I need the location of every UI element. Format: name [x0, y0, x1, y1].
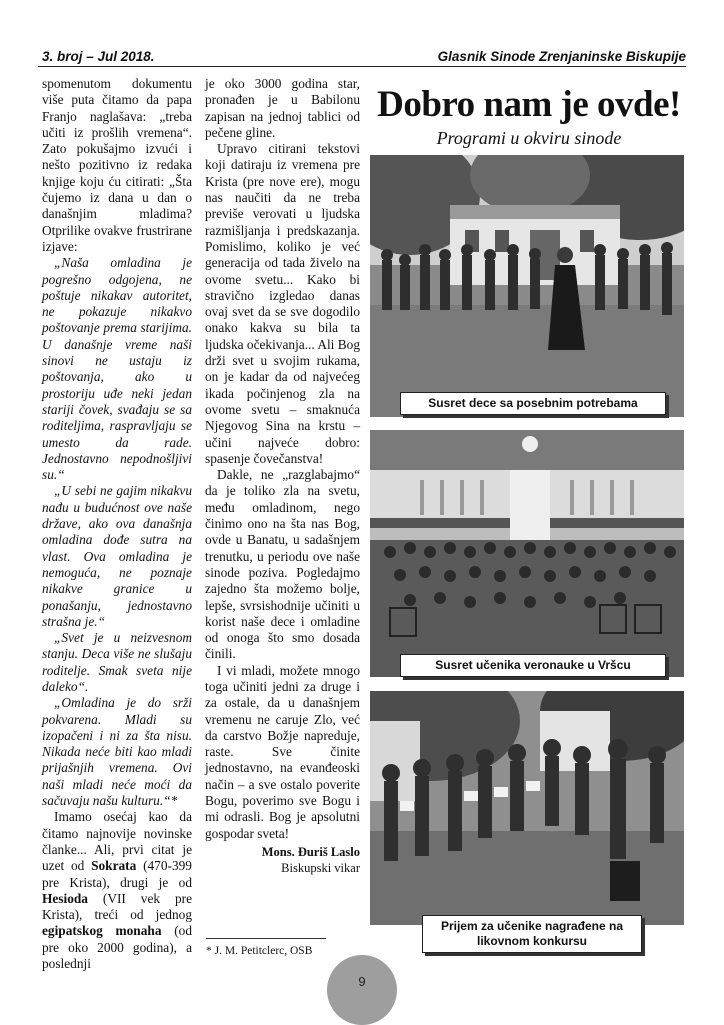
header-rule — [38, 66, 686, 67]
article-title: Dobro nam je ovde! — [377, 84, 681, 125]
page-header — [38, 43, 686, 65]
publication-title: Glasnik Sinode Zrenjaninske Biskupije — [437, 49, 686, 64]
paragraph: spomenutom dokumentu više puta čitamo da papa Franjo naglašava: „treba učiti iz prošlih vremena“. Zato pokušajmo izvući i nešto pozitivno iz redaka knjige koju ću citirati: „Šta čujemo iz dana u dan o današnjim mladima? Otprilike ovakve frustrirane izjave: — [42, 76, 192, 254]
page-number: 9 — [358, 974, 366, 989]
paragraph: Imamo osećaj kao da čitamo najnovije novinske članke... Ali, prvi citat je uzet od Sokrata (470-399 pre Krista), drugi je od Hesioda (VII vek pre Krista), treći od jednog egipatskog monaha (od pre oko 2000 godina), a poslednji — [42, 809, 193, 972]
article-subtitle: Programi u okviru sinode — [436, 128, 622, 148]
author-title: Biskupski vikar — [281, 860, 360, 875]
quote-3: „Svet je u neizvesnom stanju. Deca više ne slušaju roditelje. Smak sveta nije daleko“. — [42, 630, 192, 694]
quote-2: „U sebi ne gajim nikakvu nađu u budućnost ove naše države, ako ova današnja omladina dođe sutra na vlast. Ova omladina je nemoguća, ne poznaje nikakve granice u ponašanju, jednostavno strašna je.“ — [42, 483, 192, 629]
issue-label: 3. broj – Jul 2018. — [42, 49, 155, 64]
photo-outdoor-group — [370, 155, 684, 417]
photo-church-group — [370, 430, 684, 677]
bold-sokrat: Sokrata — [91, 858, 137, 874]
footnote-rule — [206, 938, 326, 939]
photo-caption-3: Prijem za učenike nagrađene na likovnom konkursu — [422, 915, 642, 953]
text-column-1 — [42, 76, 192, 972]
page-number-circle — [327, 955, 397, 1025]
quote-4: „Omladina je do srži pokvarena. Mladi su izopačeni i ni za šta nisu. Nikada neće biti kao mladi prijašnjih vremena. Ovi naši mladi neće moći da sačuvaju našu kulturu.“* — [42, 695, 192, 809]
photo-caption-2: Susret učenika veronauke u Vršcu — [400, 654, 666, 677]
signature — [205, 844, 360, 876]
paragraph: Upravo citirani tekstovi koji datiraju iz vremena pre Krista (pre nove ere), mogu nas naučiti da ne treba previše verovati u ljudska razmišljanja i predskazanja. Pomislimo, koliko je već generacija od tada živelo na ovome svetu... Kako bi stravično izgledao danas ovaj svet da se sve dogodilo onako kakva su bila ta ljudska očekivanja... Ali Bog drži svet u svojim rukama, on je kadar da od najvećeg ikada počinjenog zla na ovome svetu – smaknuća Njegovog Sina na krstu – učini najveće dobro: spasenje čovečanstva! — [205, 141, 360, 466]
paragraph: I vi mladi, možete mnogo toga učiniti jedni za druge i za ostale, da u današnjem vremenu ne caruje Zlo, već da carstvo Božje napreduje, raste. Sve činite jednostavno, na evanđeoski način – a sve ostalo poverite Bogu, poverimo sve Bogu i mi odrasli. Bog je apsolutni gospodar sveta! — [205, 662, 360, 841]
text-column-2 — [205, 76, 360, 876]
photo-award-reception — [370, 691, 684, 925]
photo-caption-1: Susret dece sa posebnim potrebama — [400, 392, 666, 415]
footnote — [206, 938, 356, 958]
paragraph: Dakle, ne „razglabajmo“ da je toliko zla na svetu, među omladinom, nego činimo ono na šta nas Bog, ovde u Banatu, u sadašnjem trenutku, u periodu ove naše sinode poziva. Pogledajmo zajedno šta možemo bolje, lepše, svrsishodnije učiniti u korist naše dece i omladine od onoga što smo dosada činili. — [205, 467, 360, 662]
bold-monk: egipatskog monaha — [42, 923, 162, 939]
bold-hesiod: Hesioda — [42, 890, 88, 906]
footnote-text: * J. M. Petitclerc, OSB — [206, 945, 313, 957]
quote-1: „Naša omladina je pogrešno odgojena, ne poštuje nikakav autoritet, ne pokazuje nikakvo poštovanje prema starijima. U današnje vreme naši sinovi ne ustaju iz poštovanja, ako u prostoriju uđe neki jedan stariji čovek, svađaju se sa roditeljima, raspravljaju se umesto da rade. Jednostavno nepodnošljivi su.“ — [42, 255, 192, 483]
paragraph: je oko 3000 godina star, pronađen je u Babilonu zapisan na jednoj tablici od pečene gline. — [205, 76, 360, 140]
author-name: Mons. Đuriš Laslo — [261, 844, 360, 859]
